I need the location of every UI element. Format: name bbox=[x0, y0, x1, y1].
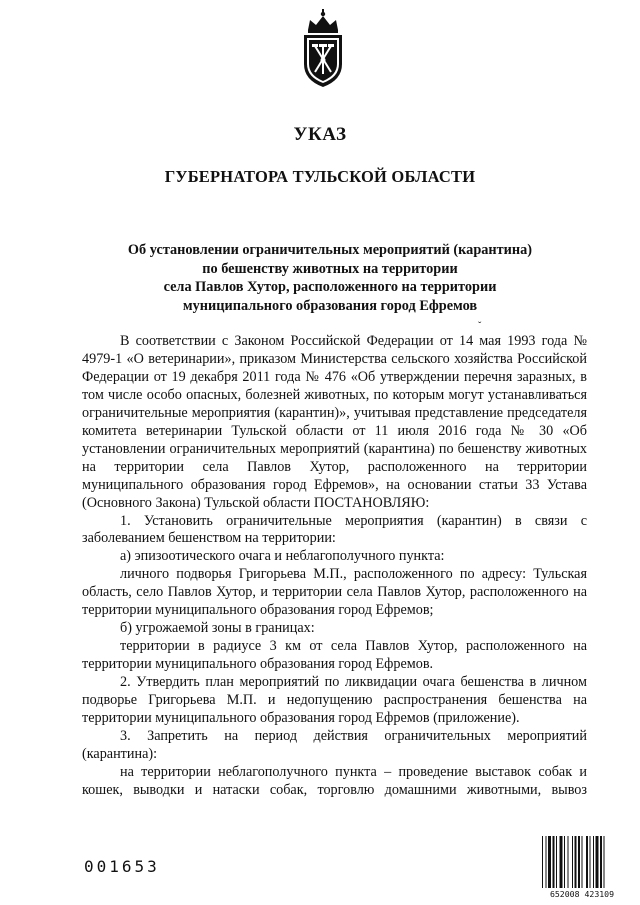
heading-line: по бешенству животных на территории bbox=[202, 260, 458, 277]
barcode-icon bbox=[540, 836, 624, 900]
document-body bbox=[82, 333, 587, 800]
heading-line: села Павлов Хутор, расположенного на территории bbox=[163, 279, 497, 295]
item-1a-text: личного подворья Григорьева М.П., расположенного по адресу: Тульская область, село Павлов Хутор, и территории села Павлов Хутор, расположенного на территории муниципального образования город Ефремов; bbox=[82, 566, 587, 619]
coat-of-arms-icon bbox=[296, 8, 350, 90]
item-1: 1. Установить ограничительные мероприятия (карантин) в связи с заболеванием бешенством на территории: bbox=[82, 512, 587, 547]
item-2: 2. Утвердить план мероприятий по ликвидации очага бешенства в личном подворье Григорьева М.П. и недопущению распространения бешенства на территории муниципального образования город Ефремов (приложение). bbox=[82, 674, 587, 727]
item-3: 3. Запретить на период действия ограничительных мероприятий (карантина): bbox=[82, 727, 587, 762]
heading-line: муниципального образования город Ефремов bbox=[182, 297, 478, 314]
heading-line: Об установлении ограничительных мероприятий (карантина) bbox=[127, 242, 533, 258]
document-serial-number: 001653 bbox=[84, 857, 160, 876]
preamble-paragraph: В соответствии с Законом Российской Федерации от 14 мая 1993 года № 4979-1 «О ветеринарии», приказом Министерства сельского хозяйства Российской Федерации от 19 декабря 2011 года № 476 «Об утверждении перечня заразных, в том числе особо опасных, болезней животных, по которым могут устанавливаться ограничительные мероприятия (карантин)», учитывая представление председателя комитета ветеринарии Тульской области от 11 июля 2016 года № 30 «Об установлении ограничительных мероприятий (карантина) по бешенству животных на территории села Павлов Хутор, расположенного на территории муниципального образования город Ефремов», на основании статьи 33 Устава (Основного Закона) Тульской области ПОСТАНОВЛЯЮ: bbox=[82, 333, 587, 511]
document-heading bbox=[60, 241, 600, 315]
item-1a: а) эпизоотического очага и неблагополучного пункта: bbox=[120, 548, 445, 565]
item-3-text: на территории неблагополучного пункта – проведение выставок собак и кошек, выводки и натаски собак, торговлю домашними животными, вывоз bbox=[82, 763, 587, 798]
margin-mark: ˇ bbox=[478, 321, 482, 332]
decree-title: УКАЗ bbox=[293, 124, 347, 145]
barcode-number: 652008 423109 bbox=[549, 889, 615, 899]
decree-issuer: ГУБЕРНАТОРА ТУЛЬСКОЙ ОБЛАСТИ bbox=[164, 167, 476, 186]
item-1b-text: территории в радиусе 3 км от села Павлов Хутор, расположенного на территории муниципального образования город Ефремов. bbox=[82, 638, 587, 673]
item-1b: б) угрожаемой зоны в границах: bbox=[120, 620, 315, 637]
